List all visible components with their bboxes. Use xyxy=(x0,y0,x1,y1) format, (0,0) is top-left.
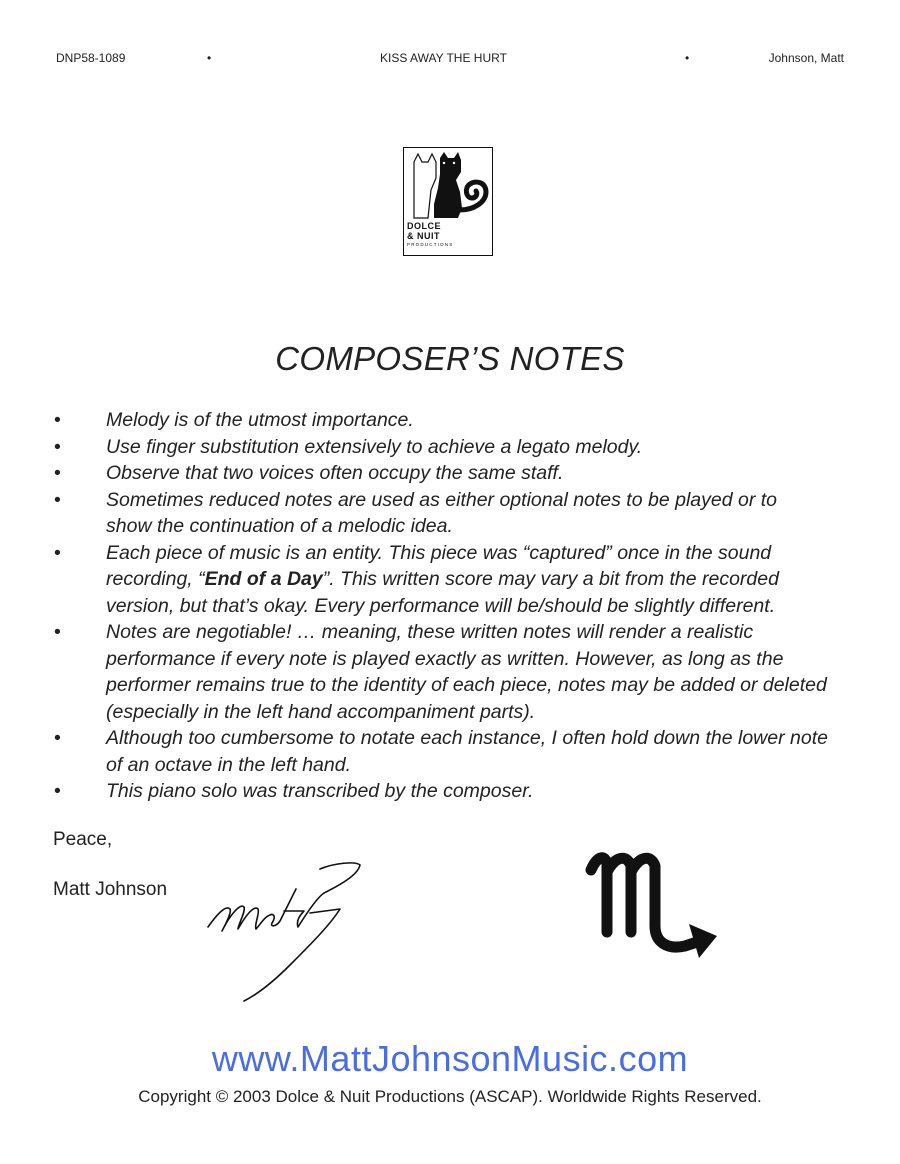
publisher-logo xyxy=(403,147,493,256)
note-text: Notes are negotiable! … meaning, these written notes will render a realistic performance if every note is played exactly as written. However, as long as the performer remains true to the identity of each piece, notes may be added or deleted (especially in the left hand accompaniment parts). xyxy=(106,621,827,723)
bullet: • xyxy=(54,780,61,802)
note-text: Each piece of music is an entity. This piece was “captured” once in the sound recording, “ xyxy=(106,541,772,590)
logo-line-1: DOLCE xyxy=(407,221,441,231)
website-link[interactable]: www.MattJohnsonMusic.com xyxy=(211,1038,689,1079)
song-title: KISS AWAY THE HURT xyxy=(380,51,507,65)
bullet: • xyxy=(54,435,61,458)
note-text: ”. This written score may vary a bit from the recorded version, but that’s okay. Every performance will be/should be slightly different. xyxy=(106,568,779,617)
bullet: • xyxy=(54,409,61,431)
list-item xyxy=(54,540,844,620)
signature-image xyxy=(200,855,370,1005)
bullet: • xyxy=(54,488,61,511)
scorpio-icon xyxy=(585,846,725,966)
list-item xyxy=(54,778,844,805)
bullet: • xyxy=(54,462,61,484)
note-text: Sometimes reduced notes are used as either optional notes to be played or to show the continuation of a melodic idea. xyxy=(106,488,777,537)
logo-line-3: PRODUCTIONS xyxy=(407,242,454,247)
logo-line-2: & NUIT xyxy=(407,231,440,241)
list-item xyxy=(54,434,844,461)
list-item xyxy=(54,725,844,778)
list-item xyxy=(54,619,844,725)
copyright-notice: Copyright © 2003 Dolce & Nuit Productions (ASCAP). Worldwide Rights Reserved. xyxy=(138,1087,762,1106)
closing: Peace, xyxy=(53,829,113,850)
bullet: • xyxy=(54,541,61,564)
notes-list xyxy=(54,407,844,805)
signer-name: Matt Johnson xyxy=(53,879,168,900)
bullet: • xyxy=(54,727,61,749)
album-title: End of a Day xyxy=(204,568,323,590)
header-separator: • xyxy=(685,51,690,65)
note-text: Melody is of the utmost importance. xyxy=(106,409,414,431)
list-item xyxy=(54,407,844,434)
note-text: Although too cumbersome to notate each instance, I often hold down the lower note of an octave in the left hand. xyxy=(106,727,828,776)
page-title: COMPOSER’S NOTES xyxy=(275,340,625,377)
list-item xyxy=(54,487,844,540)
header-separator: • xyxy=(207,51,212,65)
doc-code: DNP58-1089 xyxy=(56,51,126,65)
note-text: Use finger substitution extensively to achieve a legato melody. xyxy=(106,435,643,458)
bullet: • xyxy=(54,621,61,643)
note-text: This piano solo was transcribed by the composer. xyxy=(106,780,534,802)
note-text: Observe that two voices often occupy the same staff. xyxy=(106,462,564,484)
composer-name: Johnson, Matt xyxy=(768,51,844,65)
list-item xyxy=(54,460,844,487)
